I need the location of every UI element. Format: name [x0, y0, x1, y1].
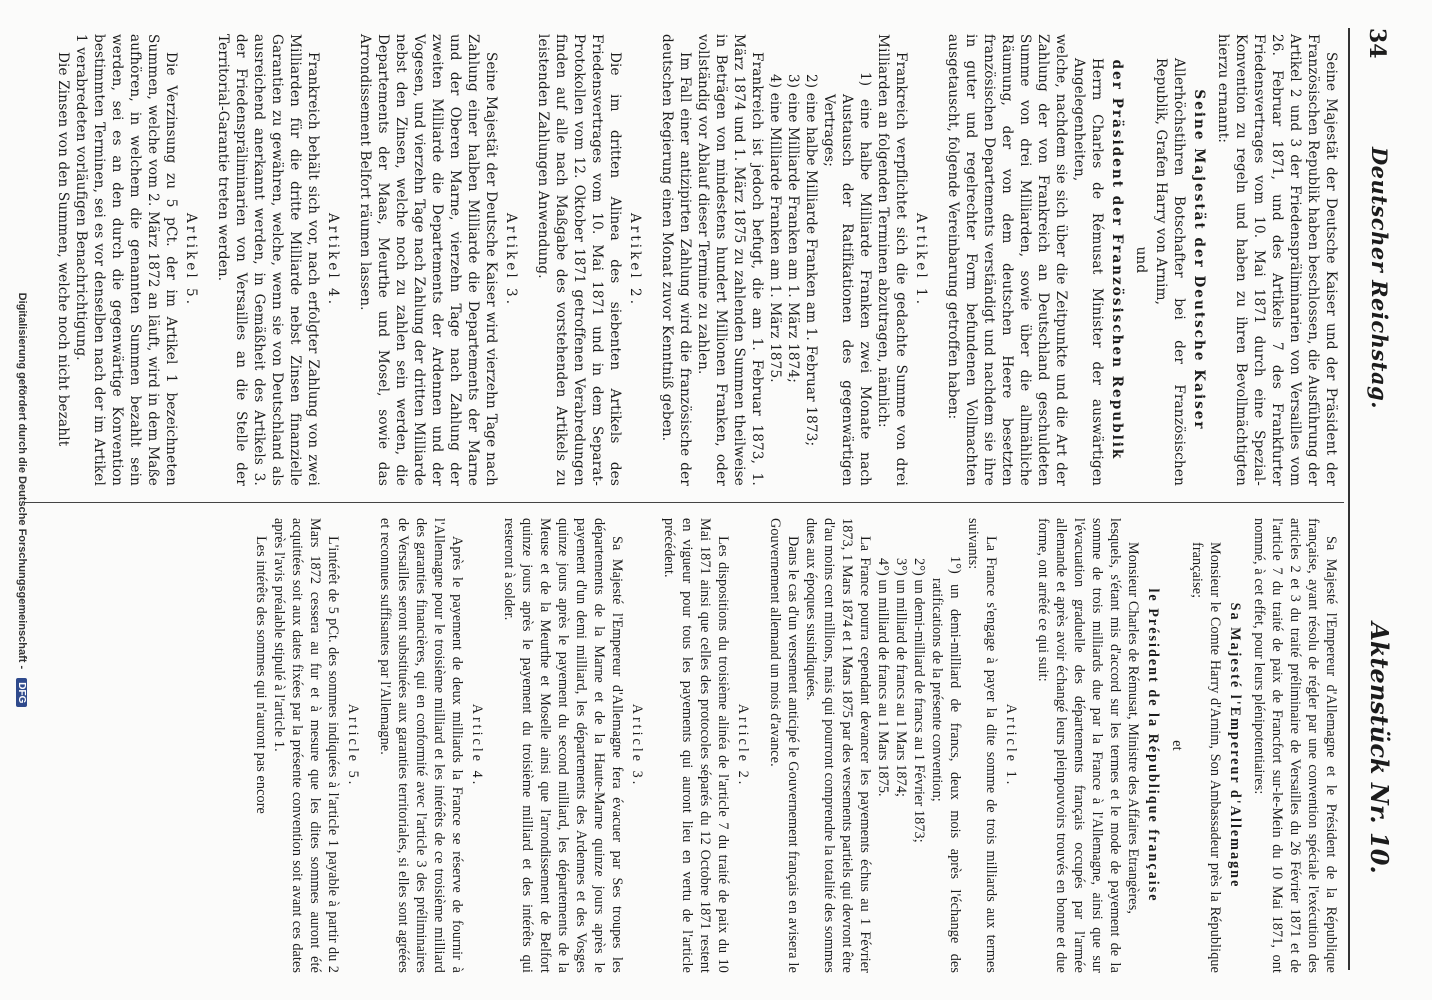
column-divider: [24, 502, 1344, 503]
preamble: Sa Majesté l'Empereur d'Allemagne et le Président de la République française, ayant résolu de régler par une convention spéciale l'exécution des articles 2 et 3 du traité préliminaire de Versailles du 26 Février 1871 et de l'article 7 du traité de paix de Francfort sur-le-Mein du 10 Mai 1871, ont nommé, à cet effet, pour leurs plénipotentiaires:: [1251, 518, 1339, 973]
list-item: 4°) un milliard de francs au 1 Mars 1875.: [875, 558, 891, 797]
page-number: 34: [1364, 28, 1390, 59]
list-item: 4) eine Milliarde Franken am 1. März 1875.: [767, 74, 783, 383]
article-heading: Artikel 2.: [627, 212, 643, 308]
page-header: [1356, 28, 1396, 970]
paragraph: L'intérêt de 5 pCt. des sommes indiquées à l'article 1 payable à partir du 2 Mars 1872 cessera au fur et à mesure que les dites sommes auront été acquittées soit aux dates fixées par la présente convention soit avant ces dates après l'avis préalable stipulé à l'article 1.: [271, 518, 341, 973]
article-heading: Article 4.: [469, 703, 485, 788]
paragraph: lesquels, s'étant mis d'accord sur les termes et le mode de payement de la somme de trois milliards due par la France à l'Allemagne, ainsi que sur l'évacuation graduelle des départements français occupés par l'armée allemande et après avoir échangé leurs pleinpouvoirs trouvés en bonne et due forme, ont arrêté ce qui suit:: [1035, 518, 1123, 973]
list-item: 2°) un demi-milliard de francs au 1 Février 1873;: [911, 558, 927, 843]
article-heading: Article 5.: [345, 703, 361, 788]
paragraph: Frankreich behält sich vor, nach erfolgter Zahlung von zwei Milliarden für die dritte Milliarde nebst Zinsen finanzielle Garantien zu gewähren, welche, wenn sie von Deutschland als ausreichend anerkannt werden, in Gemäßheit des Artikels 3. der Friedenspräliminarien von Versailles an die Stelle der Territorial-Garantie treten werden.: [215, 34, 321, 486]
paragraph: Die Zinsen von den Summen, welche noch nicht bezahlt: [55, 52, 71, 447]
paragraph: Frankreich verpflichtet sich die gedachte Summe von drei Milliarden an folgenden Terminen abzutragen, nämlich:: [875, 34, 909, 486]
paragraph: Dans le cas d'un versement anticipé le Gouvernement français en avisera le Gouvernement allemand un mois d'avance.: [767, 518, 801, 973]
paragraph: Les intérêts des sommes qui n'auront pas encore: [253, 536, 269, 814]
party-representative: Allerhöchstihren Botschafter bei der Französischen Republik, Grafen Harry von Arnim,: [1153, 58, 1187, 486]
digitization-credit: [16, 0, 28, 1000]
party-representative: Herrn Charles de Rémusat Minister der auswärtigen Angelegenheiten,: [1071, 58, 1105, 486]
header-title-left: Deutscher Reichstag.: [1367, 146, 1392, 410]
german-column: [54, 34, 1340, 486]
paragraph: Seine Majestät der Deutsche Kaiser wird vierzehn Tage nach Zahlung einer halben Milliarde die Departements der Marne und der Oberen Marne, vierzehn Tage nach Zahlung der zweiten Milliarde die Departements der Ardennen und der Vogesen, und vierzehn Tage nach Zahlung der dritten Milliarde nebst den Zinsen, welche noch zu zahlen sein werden, die Departements der Maas, Meurthe und Mosel, sowie das Arrondissement Belfort räumen lassen.: [357, 34, 499, 486]
party-heading: Seine Majestät der Deutsche Kaiser: [1191, 89, 1207, 431]
party-representative: Monsieur le Comte Harry d'Arnim, Son Ambassadeur près la République française;: [1189, 542, 1223, 973]
paragraph: Die Verzinsung zu 5 pCt. der im Artikel 1 bezeichneten Summen, welche vom 2. März 1872 an läuft, wird in dem Maße aufhören, in welchem die genannten Summen bezahlt sein werden, sei es an den durch die gegenwärtige Konvention bestimmten Terminen, sei es vor denselben nach der im Artikel 1 verabredeten vorläufigen Benachrichtigung.: [73, 34, 179, 486]
article-heading: Artikel 1.: [913, 212, 929, 308]
list-item: 2) eine halbe Milliarde Franken am 1. Februar 1873;: [803, 74, 819, 447]
header-title-right: Aktenstück Nr. 10.: [1365, 622, 1394, 874]
credit-text: Digitalisierung gefördert durch die Deutsche Forschungsgemeinschaft -: [16, 292, 28, 670]
article-heading: Artikel 4.: [325, 212, 341, 308]
conjunction: und: [1133, 246, 1149, 274]
article-heading: Artikel 3.: [503, 212, 519, 308]
party-heading: der Präsident der Französischen Republik: [1109, 59, 1125, 461]
party-heading: Sa Majesté l'Empereur d'Allemagne: [1227, 602, 1243, 889]
article-heading: Article 1.: [1003, 703, 1019, 788]
list-item: 1°) un demi-milliard de francs, deux mois après l'échange des ratifications de la présente convention;: [929, 556, 963, 973]
article-heading: Article 3.: [629, 703, 645, 788]
conjunction: et: [1169, 740, 1185, 751]
party-representative: Monsieur Charles de Rémusat, Ministre des Affaires Etrangères,: [1125, 542, 1141, 914]
paragraph: La France pourra cependant devancer les payements échus au 1 Février 1873, 1 Mars 1874 et 1 Mars 1875 par des versements partiels qui devront être d'au moins cent millions, mais qui pourront comprendre la totalité des sommes dues aux époques susindiquées.: [803, 518, 873, 973]
paragraph: Frankreich ist jedoch befugt, die am 1. Februar 1873, 1. März 1874 und 1. März 1875 zu zahlenden Summen theilweise in Beträgen von mindestens hundert Millionen Franken, oder vollständig vor Ablauf dieser Termine zu zahlen.: [695, 34, 765, 486]
french-column: [252, 518, 1340, 973]
list-item: 1) eine halbe Milliarde Franken zwei Monate nach Austausch der Ratifikationen des gegenwärtigen Vertrages;: [821, 72, 873, 486]
list-item: 3°) un milliard de francs au 1 Mars 1874;: [893, 558, 909, 798]
preamble: Seine Majestät der Deutsche Kaiser und der Präsident der Französischen Republik haben beschlossen, die Ausführung der Artikel 2 und 3 der Friedenspräliminarien von Versailles vom 26. Februar 1871, und des Artikels 7 des Frankfurter Friedensvertrages vom 10. Mai 1871 durch eine Spezial-Konvention zu regeln und haben zu ihren Bevollmächtigten hierzu ernannt:: [1215, 34, 1339, 486]
paragraph: Im Fall einer antizipirten Zahlung wird die französische der deutschen Regierung einen Monat zuvor Kenntniß geben.: [659, 34, 693, 486]
paragraph: La France s'engage à payer la dite somme de trois milliards aux termes suivants:: [965, 518, 999, 973]
paragraph: Die im dritten Alinea des siebenten Artikels des Friedensvertrages vom 10. Mai 1871 und in dem Separat-Protokollen vom 12. Oktober 1871 getroffenen Verabredungen finden auf alle nach Maßgabe des vorstehenden Artikels zu leistenden Zahlungen Anwendung.: [535, 34, 623, 486]
paragraph: Après le payement de deux milliards la France se réserve de fournir à l'Allemagne pour le troisième milliard et les intérêts de ce troisième milliard des garanties financières, qui en conformité avec l'article 3 des préliminaires de Versailles seront substituées aux garanties territoriales, si elles sont agréées et reconnues suffisantes par l'Allemagne.: [377, 518, 465, 973]
header-rule: [1348, 28, 1350, 970]
paragraph: Les dispositions du troisième alinéa de l'article 7 du traité de paix du 10 Mai 1871 ainsi que celles des protocoles séparés du 12 Octobre 1871 restent en vigueur pour tous les payements qui auront lieu en vertu de l'article précédent.: [661, 518, 731, 973]
dfg-logo: DFG: [16, 678, 27, 707]
article-heading: Article 2.: [735, 703, 751, 788]
article-heading: Artikel 5.: [183, 212, 199, 308]
paragraph: welche, nachdem sie sich über die Zeitpunkte und die Art der Zahlung der von Frankreich an Deutschland geschuldeten Summe von drei Milliarden, sowie über die allmähliche Räumung, der von dem deutschen Heere besetzten französischen Departements verständigt und nachdem sie ihre in guter und regelrechter Form befundenen Vollmachten ausgetauscht, folgende Vereinbarung getroffen haben:: [945, 34, 1069, 486]
list-item: 3) eine Milliarde Franken am 1. März 1874;: [785, 74, 801, 383]
party-heading: le Président de la République française: [1145, 588, 1161, 903]
paragraph: Sa Majesté l'Empereur d'Allemagne fera évacuer par Ses troupes les départements de la Marne et de la Haute-Marne quinze jours après le payement d'un demi milliard, les départements des Ardennes et des Vosges quinze jours après le payement du second milliard, les départements de la Meuse et de la Meurthe et Moselle ainsi que l'arrondissement de Belfort quinze jours après le payement du troisième milliard et des intérêts qui resteront à solder.: [501, 518, 625, 973]
